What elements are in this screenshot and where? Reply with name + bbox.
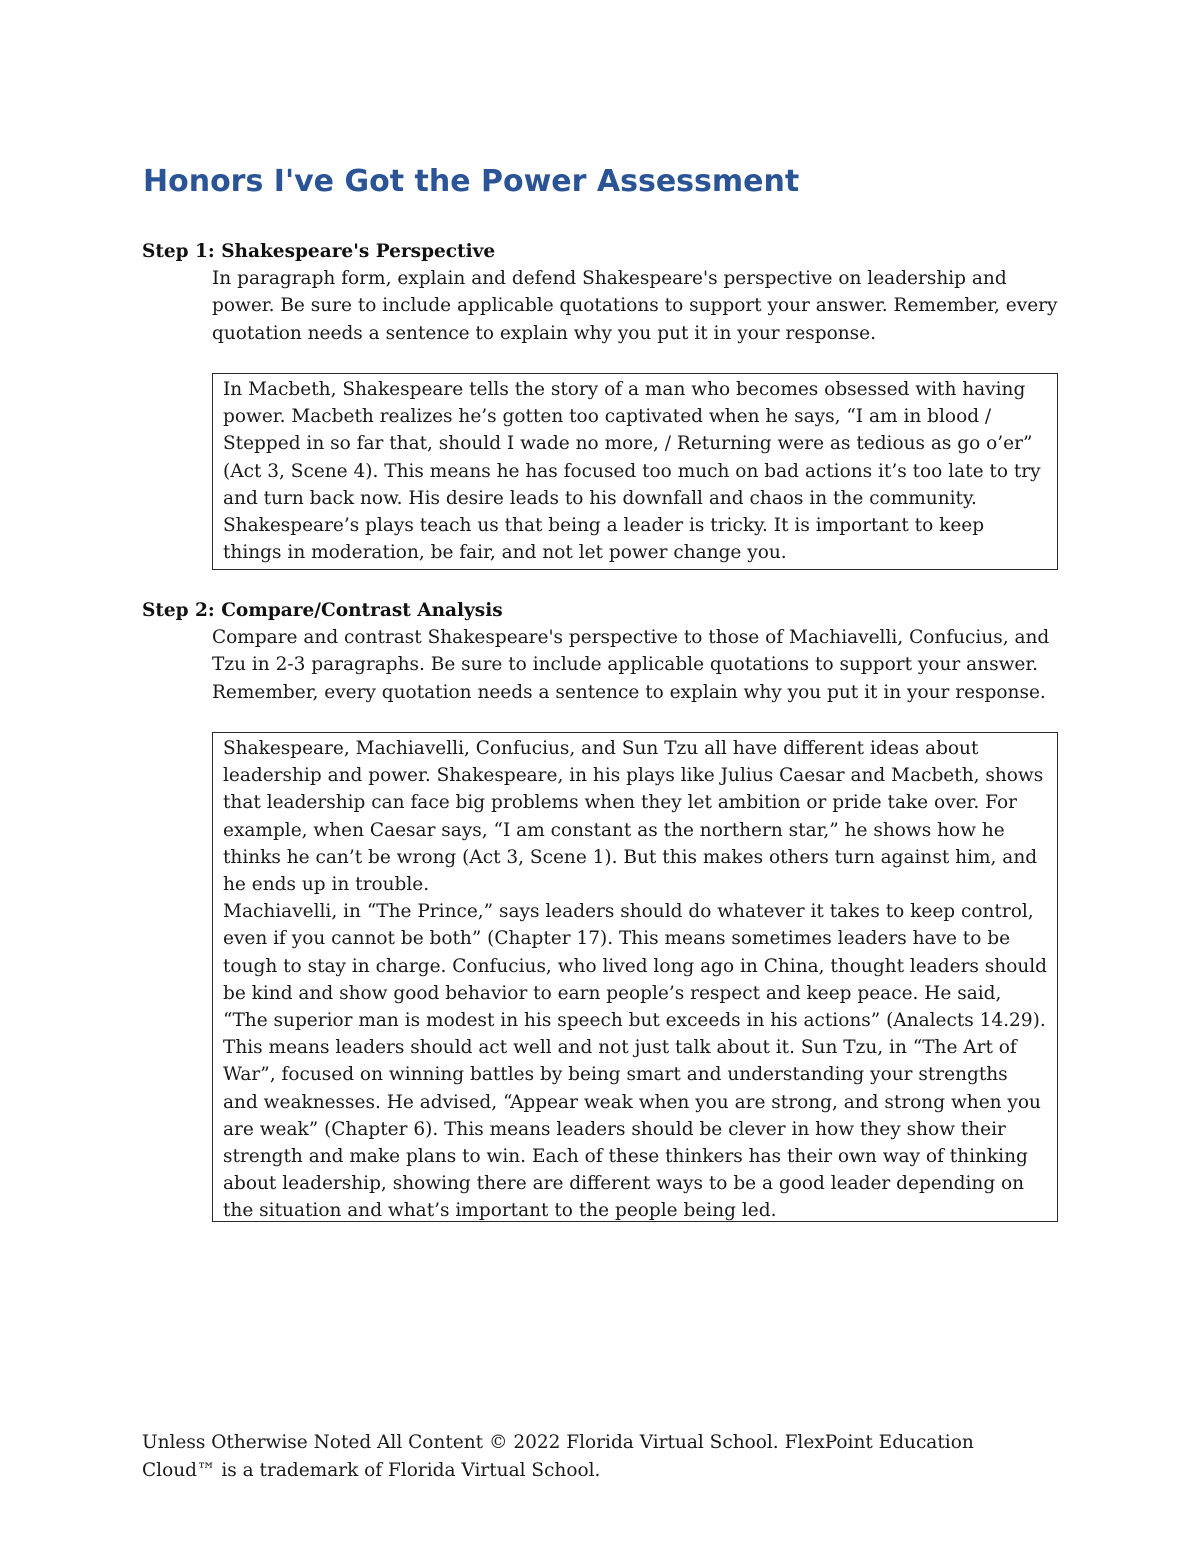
step-2-response-paragraph: Shakespeare, Machiavelli, Confucius, and Sun Tzu all have different ideas about leadership and power. Shakespeare, in his plays like Julius Caesar and Macbeth, shows that leadership can face big problems when they let ambition or pride take over. For example, when Caesar says, “I am constant as the northern star,” he shows how he thinks he can’t be wrong (Act 3, Scene 1). But this makes others turn against him, and he ends up in trouble. (223, 738, 1044, 896)
document-title: Honors I've Got the Power Assessment (143, 164, 800, 199)
step-1-instructions: In paragraph form, explain and defend Shakespeare's perspective on leadership and power. Be sure to include applicable quotations to support your answer. Remember, every quotation needs a sentence to explain why you put it in your response. (212, 268, 1058, 344)
step-2-heading: Step 2: Compare/Contrast Analysis (142, 600, 503, 621)
step-1-response-box[interactable] (212, 373, 1058, 570)
step-2-section (142, 597, 1062, 706)
step-2-response-box[interactable] (212, 732, 1058, 1222)
step-2-instructions: Compare and contrast Shakespeare's perspective to those of Machiavelli, Confucius, and Tzu in 2-3 paragraphs. Be sure to include applicable quotations to support your answer. Remember, every quotation needs a sentence to explain why you put it in your response. (212, 627, 1050, 703)
step-1-response-text: In Macbeth, Shakespeare tells the story of a man who becomes obsessed with having power. Macbeth realizes he’s gotten too captivated when he says, “I am in blood / Stepped in so far that, should I wade no more, / Returning were as tedious as go o’er” (Act 3, Scene 4). This means he has focused too much on bad actions it’s too late to try and turn back now. His desire leads to his downfall and chaos in the community. Shakespeare’s plays teach us that being a leader is tricky. It is important to keep things in moderation, be fair, and not let power change you. (223, 379, 1041, 564)
copyright-footer: Unless Otherwise Noted All Content © 2022 Florida Virtual School. FlexPoint Education Cloud™ is a trademark of Florida Virtual School. (142, 1432, 974, 1481)
step-2-response-paragraph: Machiavelli, in “The Prince,” says leaders should do whatever it takes to keep control, even if you cannot be both” (Chapter 17). This means sometimes leaders have to be tough to stay in charge. Confucius, who lived long ago in China, thought leaders should be kind and show good behavior to earn people’s respect and keep peace. He said, “The superior man is modest in his speech but exceeds in his actions” (Analects 14.29). This means leaders should act well and not just talk about it. Sun Tzu, in “The Art of War”, focused on winning battles by being smart and understanding your strengths and weaknesses. He advised, “Appear weak when you are strong, and strong when you are weak” (Chapter 6). This means leaders should be clever in how they show their strength and make plans to win. Each of these thinkers has their own way of thinking about leadership, showing there are different ways to be a good leader depending on the situation and what’s important to the people being led. (223, 901, 1048, 1222)
step-1-heading: Step 1: Shakespeare's Perspective (142, 241, 496, 262)
step-1-section (142, 238, 1062, 347)
